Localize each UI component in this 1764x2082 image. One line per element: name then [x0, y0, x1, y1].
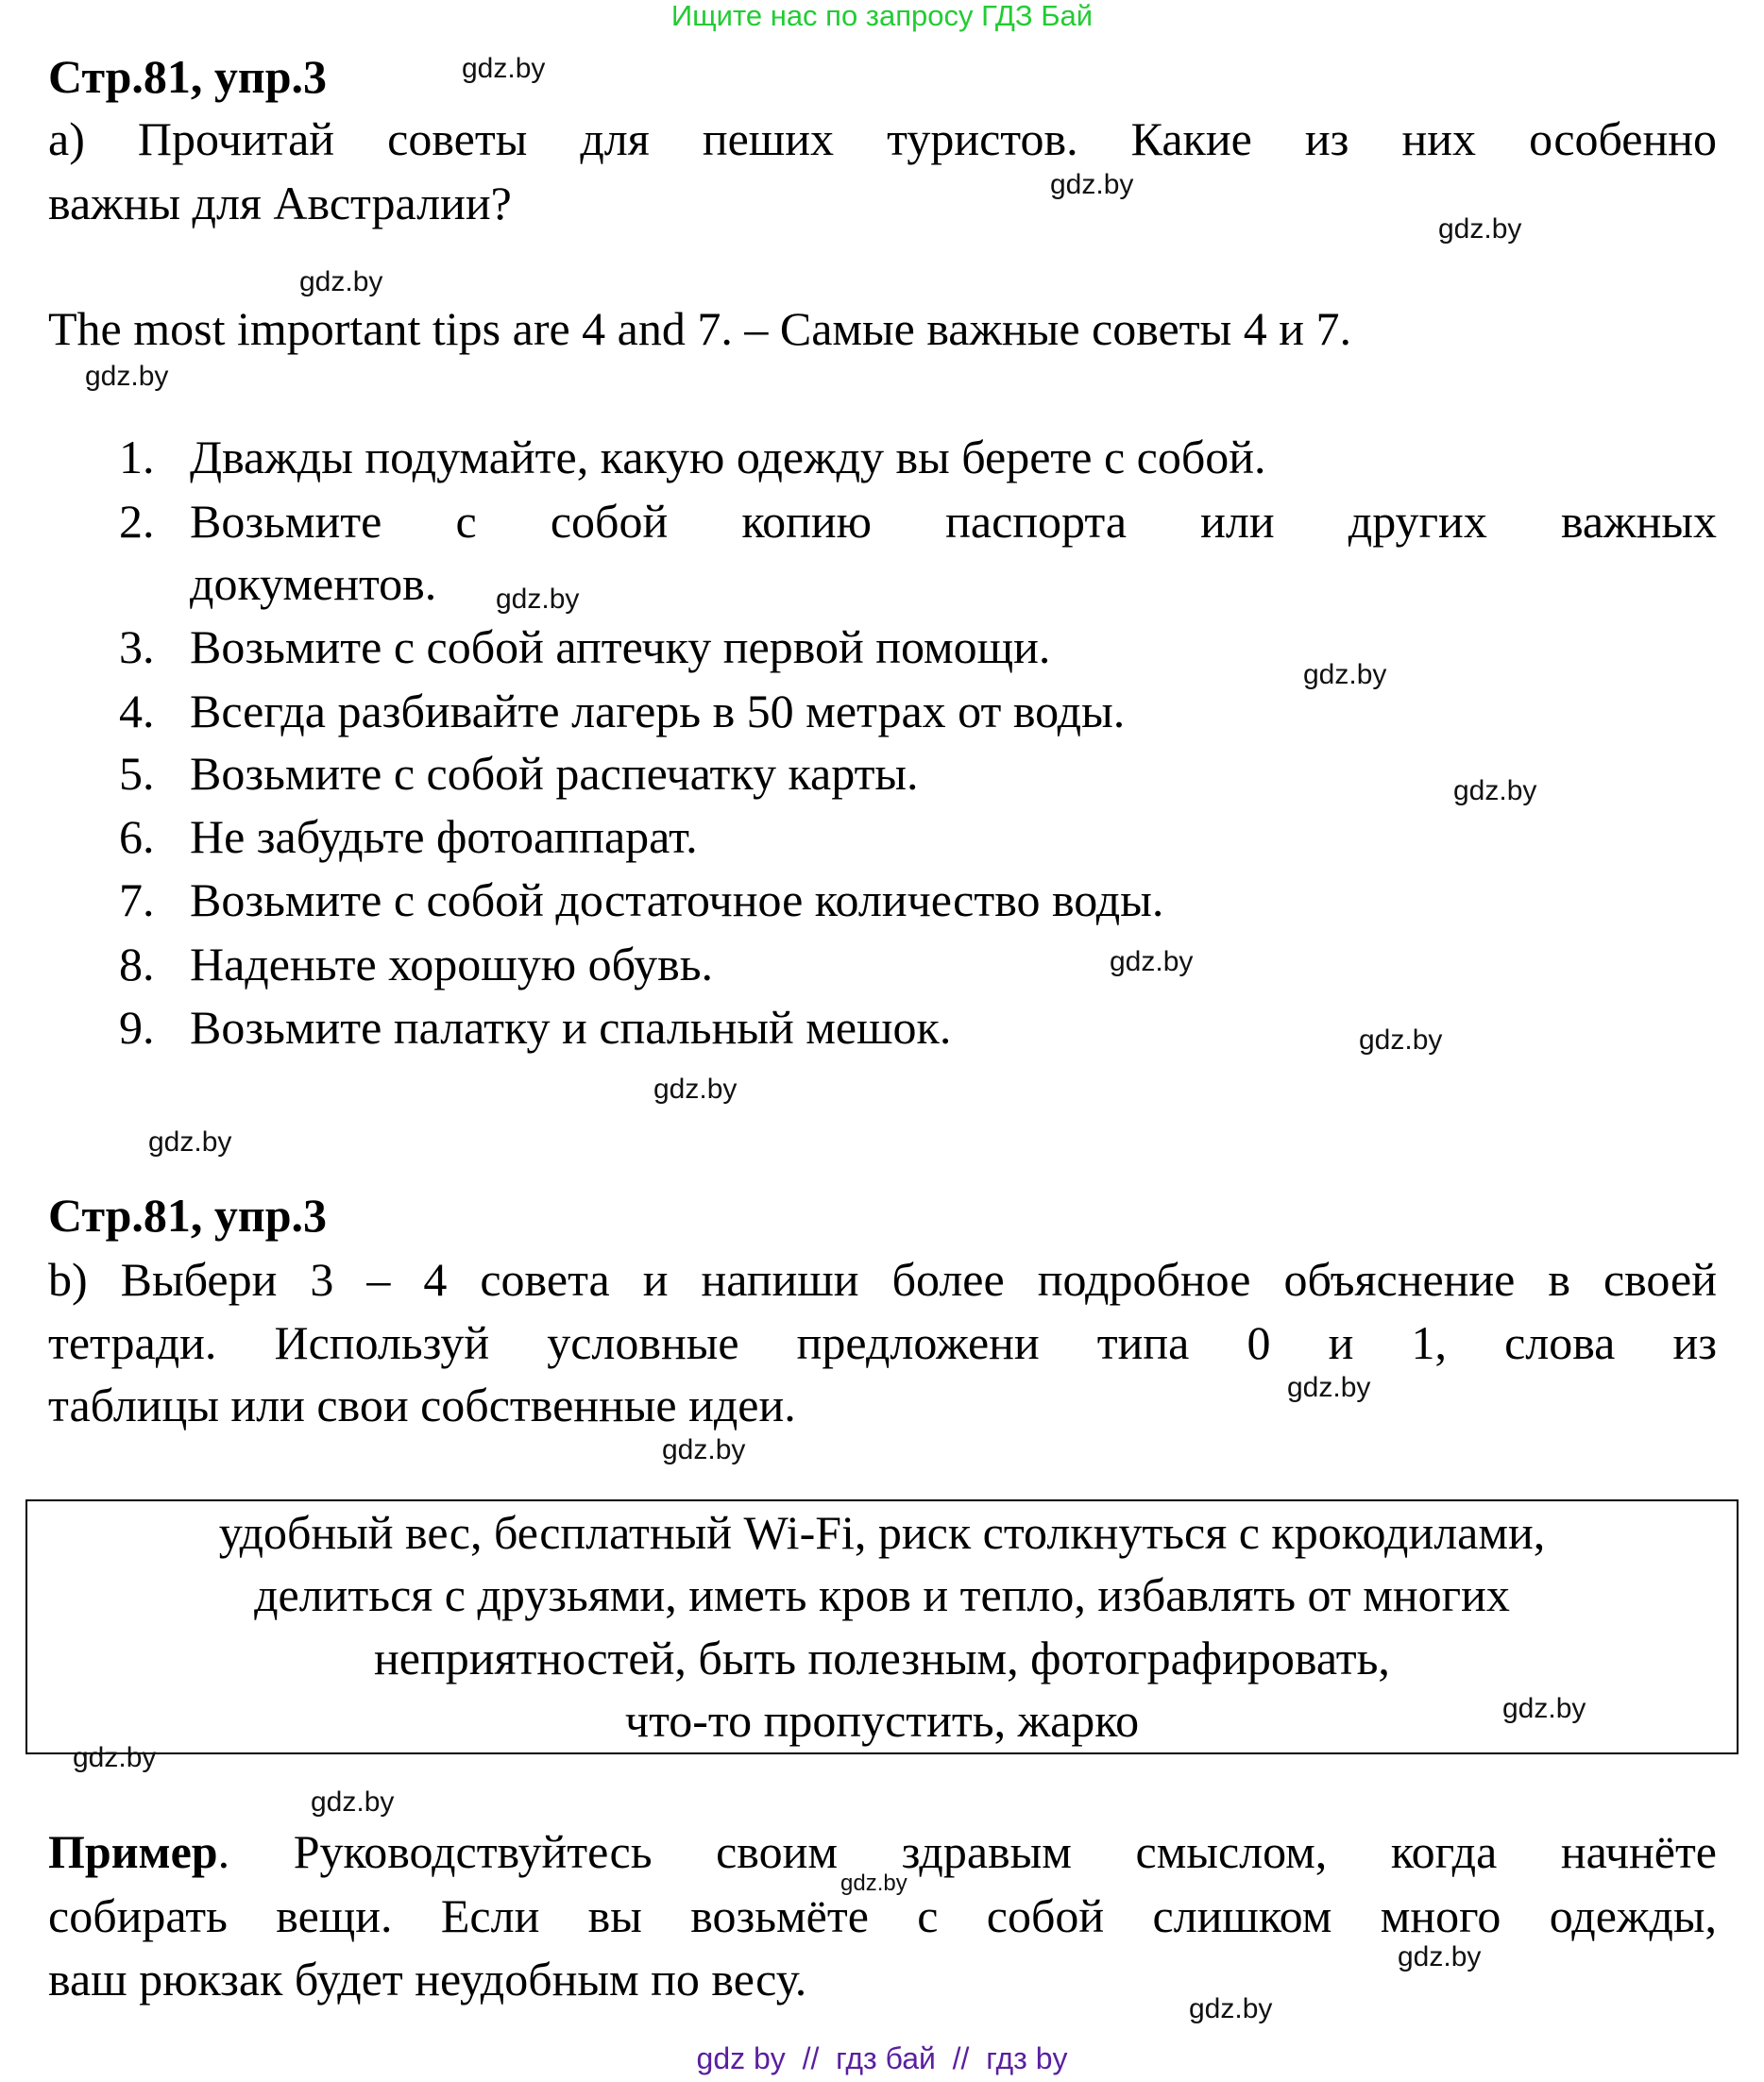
task-a-line: важны для Австралии? — [48, 177, 512, 229]
watermark: gdz.by — [1398, 1941, 1482, 1972]
tip-number: 3. — [119, 620, 155, 673]
word-box-line: неприятностей, быть полезным, фотографировать, — [374, 1632, 1390, 1684]
watermark: gdz.by — [148, 1126, 232, 1158]
section-a-heading: Стр.81, упр.3 — [48, 50, 328, 103]
task-b-line: тетради. Используй условные предложени типа 0 и 1, слова из — [48, 1316, 1717, 1369]
tip-number: 1. — [119, 431, 155, 483]
task-b-line: таблицы или свои собственные идеи. — [48, 1379, 796, 1431]
watermark: gdz.by — [662, 1434, 746, 1465]
watermark: gdz.by — [1303, 659, 1387, 690]
tip-text: Дважды подумайте, какую одежду вы берете с собой. — [190, 431, 1266, 483]
tip-text: документов. — [190, 557, 437, 610]
word-box-line: удобный вес, бесплатный Wi-Fi, риск столкнуться с крокодилами, — [218, 1506, 1546, 1559]
search-banner: Ищите нас по запросу ГДЗ Бай — [670, 0, 1094, 32]
tip-number: 9. — [119, 1001, 155, 1054]
example-line: ваш рюкзак будет неудобным по весу. — [48, 1953, 807, 2006]
answer-line: The most important tips are 4 and 7. – Самые важные советы 4 и 7. — [48, 302, 1351, 355]
watermark: gdz.by — [73, 1742, 157, 1773]
tip-number: 6. — [119, 810, 155, 863]
watermark: gdz.by — [840, 1870, 907, 1896]
watermark: gdz.by — [496, 584, 580, 615]
word-box — [25, 1499, 1739, 1754]
task-b-line: b) Выбери 3 – 4 совета и напиши более подробное объяснение в своей — [48, 1253, 1717, 1306]
example-label: Пример — [48, 1825, 218, 1878]
tip-text: Наденьте хорошую обувь. — [190, 938, 714, 990]
watermark: gdz.by — [299, 266, 383, 297]
watermark: gdz.by — [1110, 946, 1194, 977]
watermark: gdz.by — [653, 1074, 738, 1105]
watermark: gdz.by — [1359, 1024, 1443, 1056]
example-text: . Руководствуйтесь своим здравым смыслом, когда начнёте — [217, 1825, 1717, 1878]
tip-text: Возьмите с собой аптечку первой помощи. — [190, 620, 1051, 673]
watermark: gdz.by — [1438, 213, 1522, 245]
example-line — [48, 1825, 1717, 1878]
tip-number: 8. — [119, 938, 155, 990]
watermark: gdz.by — [311, 1786, 395, 1818]
watermark: gdz.by — [1287, 1372, 1371, 1403]
tip-text: Возьмите с собой достаточное количество воды. — [190, 873, 1164, 926]
example-line: собирать вещи. Если вы возьмёте с собой слишком много одежды, — [48, 1889, 1717, 1942]
word-box-line: делиться с друзьями, иметь кров и тепло, избавлять от многих — [254, 1568, 1510, 1621]
tip-number: 7. — [119, 873, 155, 926]
footer-links: gdz by // гдз бай // гдз by — [696, 2041, 1068, 2075]
watermark: gdz.by — [85, 361, 169, 392]
tip-text: Возьмите с собой копию паспорта или других важных — [190, 495, 1717, 548]
watermark: gdz.by — [1189, 1993, 1273, 2024]
tip-text: Возьмите палатку и спальный мешок. — [190, 1001, 952, 1054]
tip-text: Не забудьте фотоаппарат. — [190, 810, 698, 863]
watermark: gdz.by — [462, 53, 546, 84]
watermark: gdz.by — [1502, 1693, 1586, 1724]
tip-text: Всегда разбивайте лагерь в 50 метрах от воды. — [190, 685, 1126, 737]
tip-number: 5. — [119, 747, 155, 800]
tip-text: Возьмите с собой распечатку карты. — [190, 747, 919, 800]
watermark: gdz.by — [1453, 775, 1537, 806]
watermark: gdz.by — [1050, 169, 1134, 200]
section-b-heading: Стр.81, упр.3 — [48, 1189, 328, 1242]
word-box-line: что-то пропустить, жарко — [624, 1694, 1140, 1747]
tip-number: 2. — [119, 495, 155, 548]
task-a-line: а) Прочитай советы для пеших туристов. Какие из них особенно — [48, 112, 1717, 165]
tip-number: 4. — [119, 685, 155, 737]
